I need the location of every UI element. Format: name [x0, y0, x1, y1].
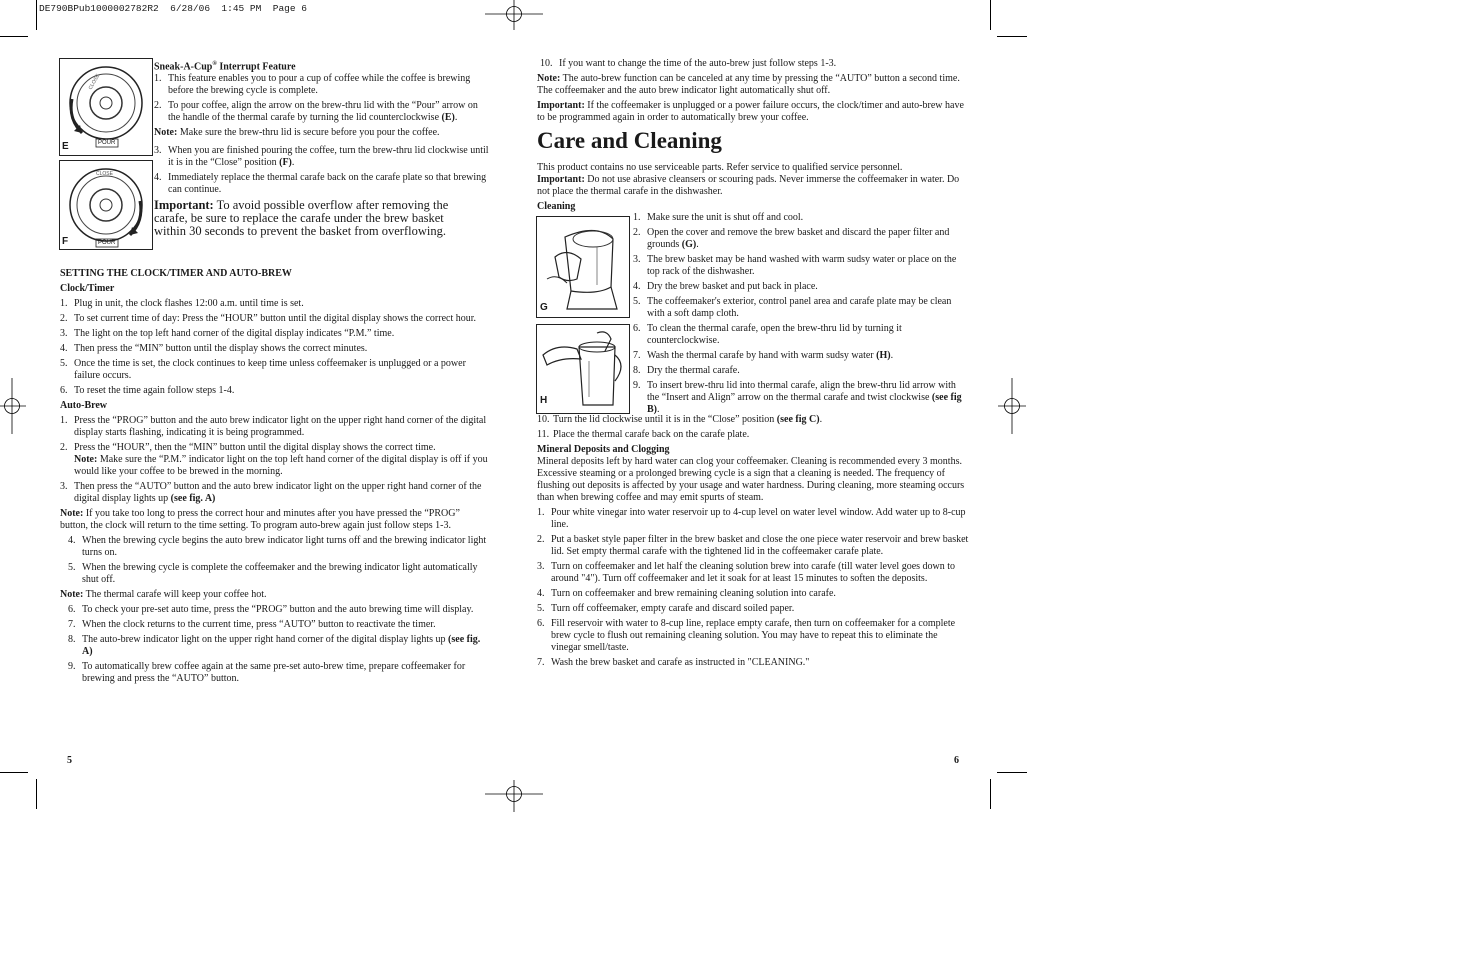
important-paragraph: Important: If the coffeemaker is unplugged or a power failure occurs, the clock/timer and auto-brew have to be programmed again in order to automatically brew your coffee.: [537, 100, 964, 123]
figure-e: [59, 58, 153, 156]
subsection-heading: Mineral Deposits and Clogging: [537, 444, 670, 455]
list-item: 3. When you are finished pouring the coffee, turn the brew-thru lid clockwise until it is in the “Close” position (F).: [154, 145, 489, 169]
list-item: 9. To insert brew-thru lid into thermal carafe, align the brew-thru lid arrow with the “Insert and Align” arrow on the thermal carafe and twist clockwise (see fig B).: [633, 380, 962, 415]
pour-label: POUR: [98, 140, 116, 146]
close-label: CLOSE: [96, 171, 113, 177]
pour-label: POUR: [98, 240, 116, 246]
figure-h: [536, 324, 630, 414]
list-item: 7. Wash the brew basket and carafe as instructed in "CLEANING.": [537, 657, 810, 668]
list-item: 1. This feature enables you to pour a cup of coffee while the coffee is brewing before the brewing cycle is complete.: [154, 73, 471, 97]
page-number-right: 6: [954, 755, 959, 766]
page-title: Care and Cleaning: [537, 128, 722, 153]
list-item: 9. To automatically brew coffee again at the same pre-set auto-brew time, prepare coffeemaker for brewing and press the “AUTO” button.: [68, 661, 466, 684]
note-paragraph: Note: The auto-brew function can be canceled at any time by pressing the “AUTO” button a second time. The coffeemaker and the auto brew indicator light automatically shut off.: [537, 73, 960, 96]
registration-mark-bottom: [485, 780, 543, 812]
list-item: 1. Press the “PROG” button and the auto brew indicator light on the upper right hand corner of the digital display starts flashing, indicating it is being programmed.: [60, 415, 487, 438]
list-item: 11. Place the thermal carafe back on the carafe plate.: [537, 429, 750, 440]
registration-mark-top: [485, 0, 543, 30]
list-item: 3. The brew basket may be hand washed with warm sudsy water or place on the top rack of the dishwasher.: [633, 254, 957, 277]
important-paragraph: Important: Do not use abrasive cleansers or scouring pads. Never immerse the coffeemaker in water. Do not place the thermal carafe in the dishwasher.: [537, 174, 960, 197]
list-item: 10. Turn the lid clockwise until it is in the “Close” position (see fig C).: [537, 414, 823, 425]
print-slug: DE790BPub1000002782R2 6/28/06 1:45 PM Page 6: [39, 3, 307, 14]
close-label: CLOSE: [87, 73, 102, 91]
figure-label: G: [540, 302, 548, 313]
registration-mark-right: [998, 378, 1026, 434]
cleaning-steps: [633, 212, 970, 416]
list-item: 7. When the clock returns to the current time, press “AUTO” button to reactivate the timer.: [68, 619, 436, 630]
list-item: 1. Pour white vinegar into water reservoir up to 4-cup level on water level window. Add water up to 8-cup line.: [537, 507, 966, 530]
subsection-heading: Clock/Timer: [60, 283, 115, 294]
list-item: 1. Plug in unit, the clock flashes 12:00 a.m. until time is set.: [60, 298, 304, 309]
section-heading: Sneak-A-Cup® Interrupt Feature: [154, 61, 296, 73]
autobrew-continued-section: [537, 58, 969, 213]
registration-mark-left: [0, 378, 26, 434]
figure-label: H: [540, 395, 548, 406]
coffeemaker-illustration: [537, 217, 629, 317]
list-item: 5. The coffeemaker's exterior, control panel area and carafe plate may be clean with a soft damp cloth.: [633, 296, 952, 319]
list-item: 2. Put a basket style paper filter in the brew basket and close the one piece water reservoir and brew basket lid. Set empty thermal carafe with the tightened lid in the coffeemaker carafe plate.: [537, 534, 969, 557]
sneak-a-cup-section: [154, 58, 490, 238]
page-number-left: 5: [67, 755, 72, 766]
figure-label: E: [62, 141, 69, 152]
list-item: 6. To clean the thermal carafe, open the brew-thru lid by turning it counterclockwise.: [633, 323, 902, 346]
list-item: 8. Dry the thermal carafe.: [633, 365, 740, 376]
list-item: 2. Press the “HOUR”, then the “MIN” button until the digital display shows the correct time. Note: Make sure the “P.M.” indicator light on the top left hand corner of the digital display is off if you would like your coffee to be brewed in the morning.: [60, 442, 488, 477]
list-item: 6. Fill reservoir with water to 8-cup line, replace empty carafe, then turn on coffeemaker for a complete brew cycle to flush out remaining cleaning solution. You may have to repeat this to eliminate the vinegar smell/taste.: [537, 618, 956, 653]
list-item: 2. To pour coffee, align the arrow on the brew-thru lid with the “Pour” arrow on the handle of the thermal carafe by turning the lid counterclockwise (E).: [154, 100, 478, 124]
list-item: 2. To set current time of day: Press the “HOUR” button until the digital display shows the correct hour.: [60, 313, 476, 324]
list-item: 4. Immediately replace the thermal carafe back on the carafe plate so that brewing can continue.: [154, 172, 487, 196]
mineral-deposits-section: [537, 414, 969, 669]
list-item: 4. Turn on coffeemaker and brew remaining cleaning solution into carafe.: [537, 588, 836, 599]
figure-f: [59, 160, 153, 250]
subsection-heading: Cleaning: [537, 201, 576, 212]
intro-paragraph: This product contains no use serviceable parts. Refer service to qualified service personnel.: [537, 162, 903, 173]
list-item: 4. Dry the brew basket and put back in place.: [633, 281, 818, 292]
list-item: 5. Once the time is set, the clock continues to keep time unless coffeemaker is unplugged or a power failure occurs.: [60, 358, 466, 381]
note-paragraph: Note: The thermal carafe will keep your coffee hot.: [60, 589, 267, 600]
list-item: 6. To reset the time again follow steps 1-4.: [60, 385, 235, 396]
clock-timer-section: [60, 268, 490, 685]
figure-label: F: [62, 236, 69, 247]
list-item: 4. When the brewing cycle begins the auto brew indicator light turns off and the brewing indicator light turns on.: [68, 535, 487, 558]
section-heading: SETTING THE CLOCK/TIMER AND AUTO-BREW: [60, 268, 292, 279]
list-item: 3. Then press the “AUTO” button and the auto brew indicator light on the upper right hand corner of the digital display lights up (see fig. A): [60, 481, 482, 504]
carafe-washing-illustration: [537, 325, 629, 413]
list-item: 4. Then press the “MIN” button until the display shows the correct minutes.: [60, 343, 368, 354]
list-item: 1. Make sure the unit is shut off and cool.: [633, 212, 804, 223]
note-paragraph: Note: If you take too long to press the correct hour and minutes after you have pressed the “PROG” button, the clock will return to the time setting. To program auto-brew again just follow steps 1-3.: [60, 508, 460, 531]
list-item: 5. When the brewing cycle is complete the coffeemaker and the brewing indicator light automatically shut off.: [68, 562, 478, 585]
note-paragraph: Note: Make sure the brew-thru lid is secure before you pour the coffee.: [154, 127, 440, 139]
list-item: 6. To check your pre-set auto time, press the “PROG” button and the auto brewing time will display.: [68, 604, 474, 615]
figure-g: [536, 216, 630, 318]
list-item: 5. Turn off coffeemaker, empty carafe and discard soiled paper.: [537, 603, 795, 614]
list-item: 7. Wash the thermal carafe by hand with warm sudsy water (H).: [633, 350, 894, 361]
important-paragraph: Important: To avoid possible overflow after removing the carafe, be sure to replace the carafe under the brew basket within 30 seconds to prevent the basket from overflowing.: [154, 198, 449, 239]
list-item: 8. The auto-brew indicator light on the upper right hand corner of the digital display lights up (see fig. A): [68, 634, 481, 657]
mineral-paragraph: Mineral deposits left by hard water can clog your coffeemaker. Cleaning is recommended every 3 months. Excessive steaming or a prolonged brewing cycle is a sign that a cleaning is needed. The frequency of flushing out deposits is affected by your usage and water hardness. During cleaning, more steaming occurs than when brewing coffee and may emit spurts of steam.: [537, 456, 965, 503]
list-item: 3. The light on the top left hand corner of the digital display indicates “P.M.” time.: [60, 328, 395, 339]
list-item: 3. Turn on coffeemaker and let half the cleaning solution brew into carafe (till water level goes down to around "4"). Turn off coffeemaker and let it soak for at least 15 minutes to soften the deposits.: [537, 561, 956, 584]
subsection-heading: Auto-Brew: [60, 400, 108, 411]
list-item: 2. Open the cover and remove the brew basket and discard the paper filter and grounds (G).: [633, 227, 950, 250]
list-item: 10. If you want to change the time of the auto-brew just follow steps 1-3.: [540, 58, 837, 69]
